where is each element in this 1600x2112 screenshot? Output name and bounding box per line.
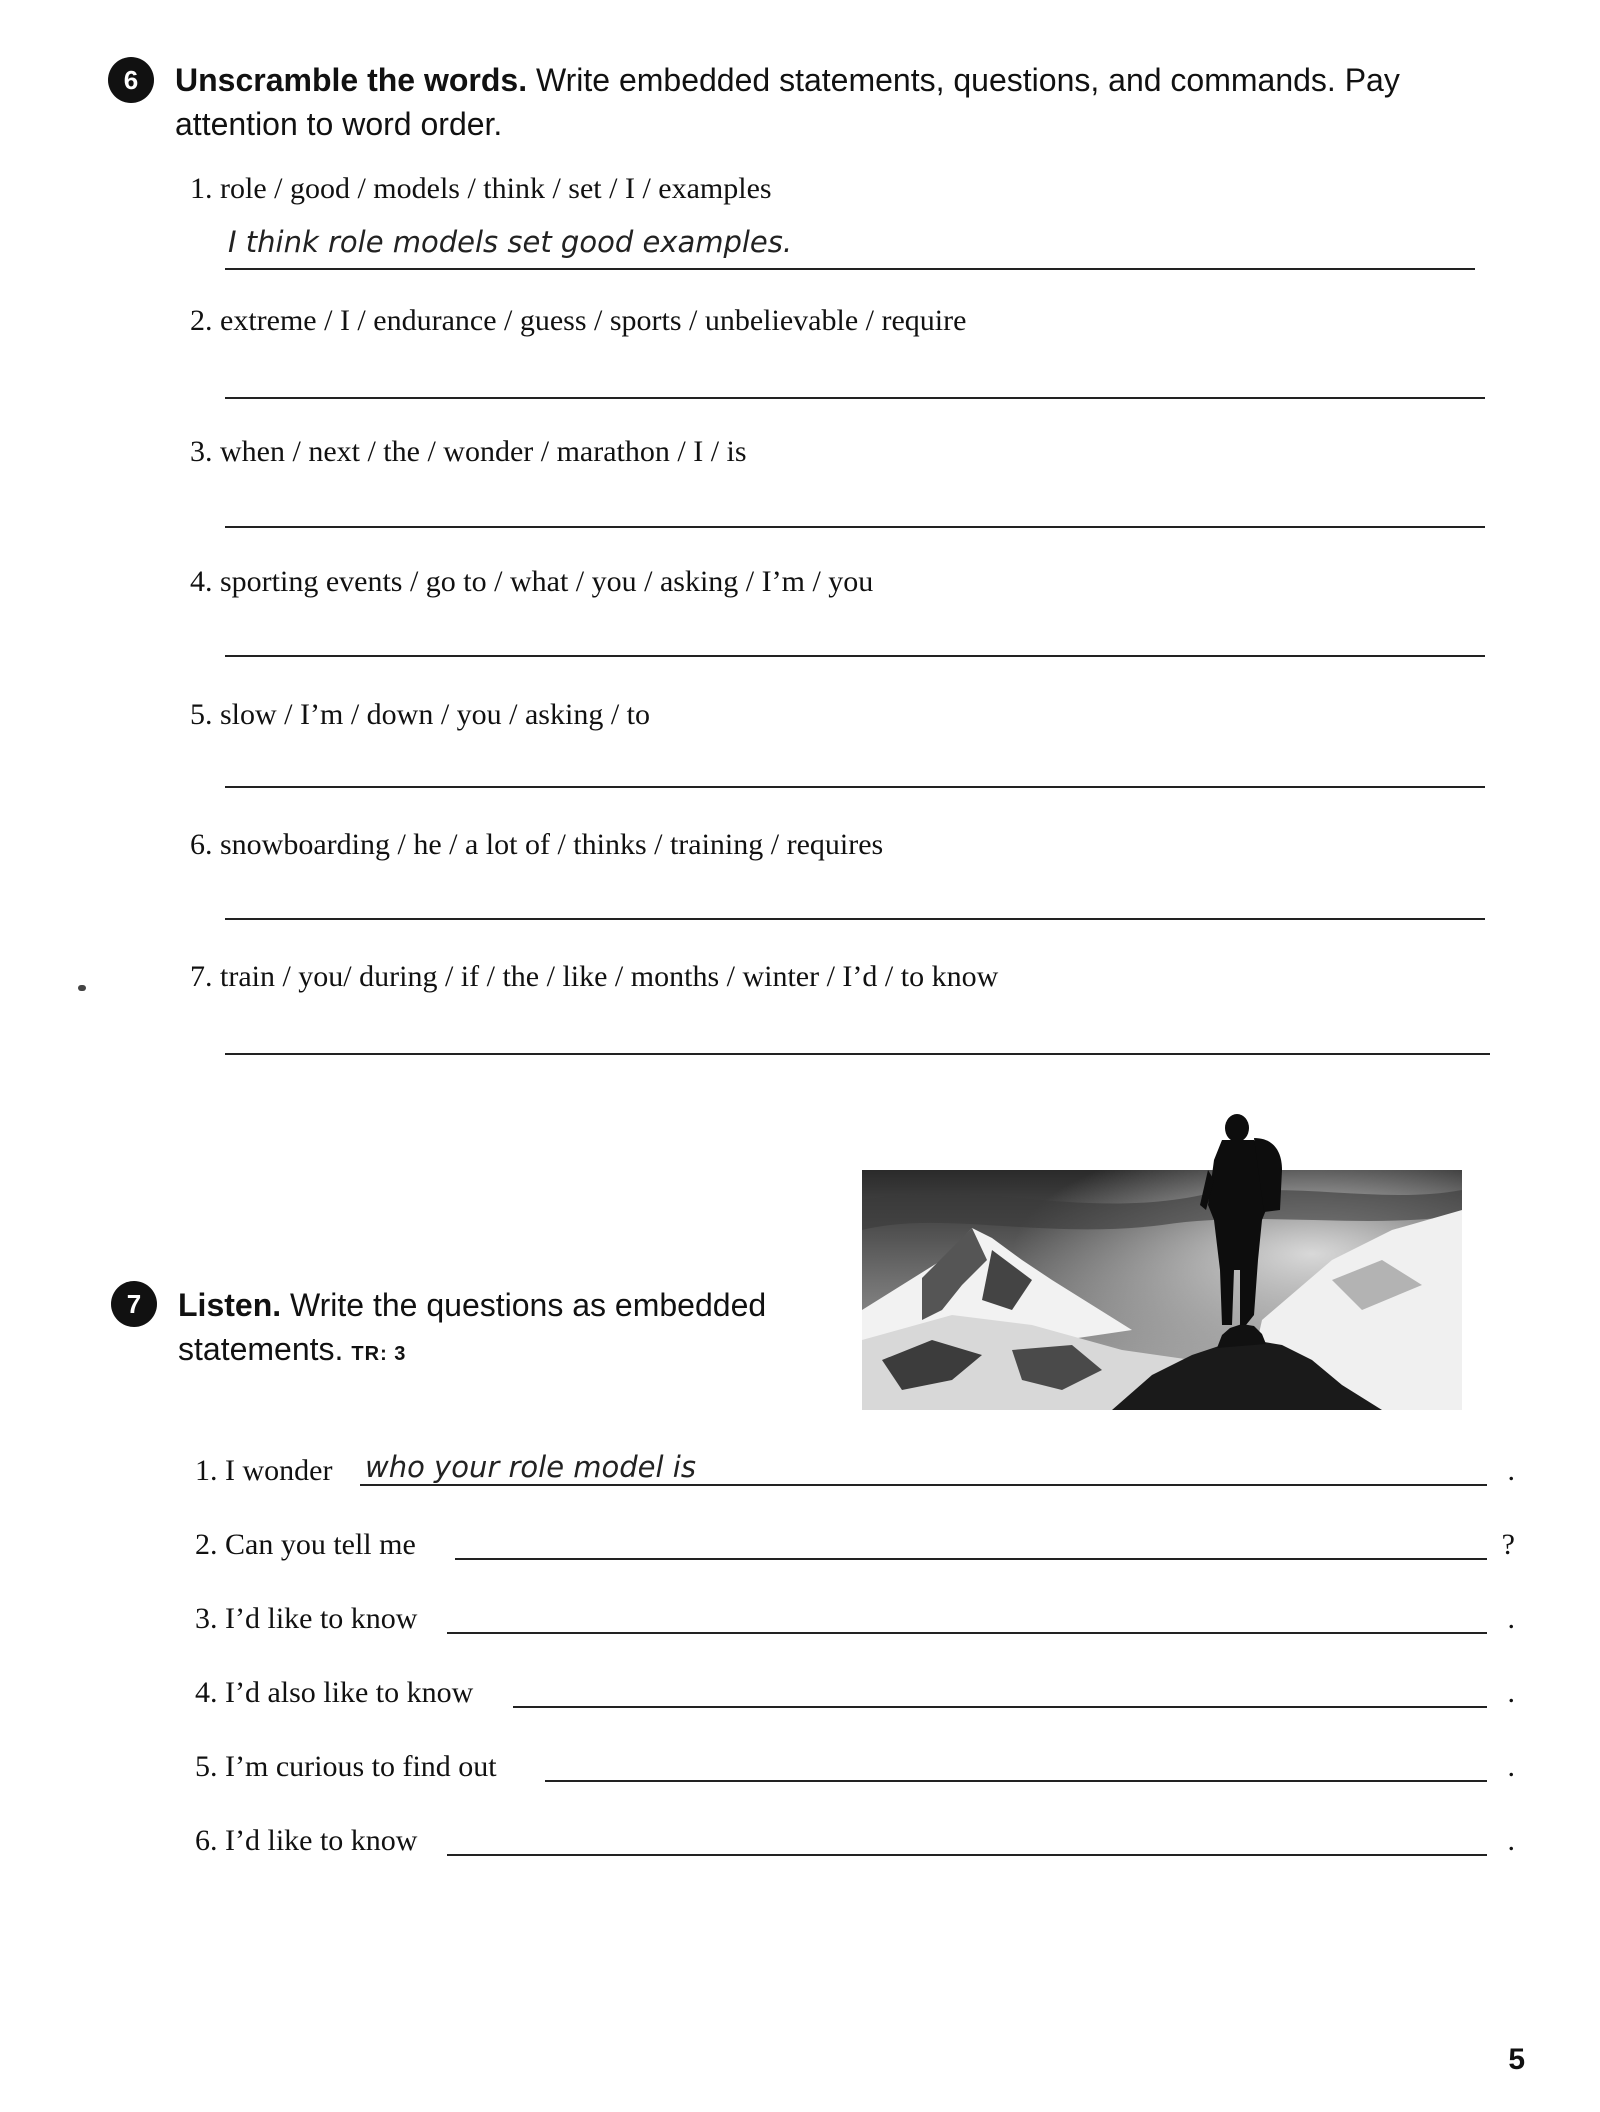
answer-line[interactable] xyxy=(447,1632,1487,1634)
exercise-6-title: Unscramble the words. xyxy=(175,62,528,98)
item-5-end: . xyxy=(1507,1750,1515,1783)
answer-line[interactable] xyxy=(447,1854,1487,1856)
item-1-end: . xyxy=(1507,1454,1515,1487)
exercise-6-answer-1[interactable]: I think role models set good examples. xyxy=(228,225,793,259)
item-5-lead: 5. I’m curious to find out xyxy=(195,1750,497,1783)
answer-line[interactable] xyxy=(360,1484,1487,1486)
exercise-7-item-2 xyxy=(195,1526,1515,1566)
track-number: TR: 3 xyxy=(351,1343,407,1365)
answer-line-6[interactable] xyxy=(225,918,1485,920)
item-4-lead: 4. I’d also like to know xyxy=(195,1676,474,1709)
answer-line[interactable] xyxy=(455,1558,1487,1560)
exercise-6-instructions xyxy=(175,58,1475,146)
item-3-end: . xyxy=(1507,1602,1515,1635)
margin-mark xyxy=(78,985,86,991)
exercise-7-item-4 xyxy=(195,1674,1515,1714)
item-2-lead: 2. Can you tell me xyxy=(195,1528,416,1561)
exercise-6-item-7: 7. train / you/ during / if / the / like / months / winter / I’d / to know xyxy=(190,960,999,993)
exercise-6-item-3: 3. when / next / the / wonder / marathon / I / is xyxy=(190,435,747,468)
answer-line-4[interactable] xyxy=(225,655,1485,657)
exercise-7-instructions xyxy=(178,1283,878,1376)
answer-line[interactable] xyxy=(513,1706,1487,1708)
exercise-7-instruction-line1: Write the questions as embedded xyxy=(290,1287,767,1323)
answer-line-3[interactable] xyxy=(225,526,1485,528)
exercise-6-item-5: 5. slow / I’m / down / you / asking / to xyxy=(190,698,650,731)
exercise-7-instruction-line2: statements. xyxy=(178,1331,344,1367)
exercise-6-item-4: 4. sporting events / go to / what / you / asking / I’m / you xyxy=(190,565,874,598)
page-number: 5 xyxy=(1508,2043,1525,2076)
item-6-end: . xyxy=(1507,1824,1515,1857)
exercise-7-item-3 xyxy=(195,1600,1515,1640)
exercise-7-number: 7 xyxy=(111,1281,157,1327)
exercise-7-answer-1[interactable]: who your role model is xyxy=(365,1450,696,1484)
exercise-6-instruction-line2: attention to word order. xyxy=(175,106,503,142)
exercise-7-item-6 xyxy=(195,1822,1515,1862)
item-6-lead: 6. I’d like to know xyxy=(195,1824,418,1857)
exercise-6-item-6: 6. snowboarding / he / a lot of / thinks / training / requires xyxy=(190,828,884,861)
item-1-lead: 1. I wonder xyxy=(195,1454,333,1487)
exercise-6-item-2: 2. extreme / I / endurance / guess / sports / unbelievable / require xyxy=(190,304,967,337)
answer-line-5[interactable] xyxy=(225,786,1485,788)
item-2-end: ? xyxy=(1501,1528,1515,1561)
exercise-6-item-1: 1. role / good / models / think / set / I / examples xyxy=(190,172,772,205)
answer-line-1[interactable] xyxy=(225,268,1475,270)
exercise-7-item-5 xyxy=(195,1748,1515,1788)
answer-line[interactable] xyxy=(545,1780,1487,1782)
item-4-end: . xyxy=(1507,1676,1515,1709)
answer-line-7[interactable] xyxy=(225,1053,1490,1055)
exercise-6-instruction-line1: Write embedded statements, questions, and commands. Pay xyxy=(535,62,1400,98)
exercise-7-title: Listen. xyxy=(178,1287,282,1323)
exercise-6-number: 6 xyxy=(108,57,154,103)
mountain-climber-photo xyxy=(862,1110,1462,1410)
item-3-lead: 3. I’d like to know xyxy=(195,1602,418,1635)
answer-line-2[interactable] xyxy=(225,397,1485,399)
exercise-7-item-1 xyxy=(195,1452,1515,1492)
